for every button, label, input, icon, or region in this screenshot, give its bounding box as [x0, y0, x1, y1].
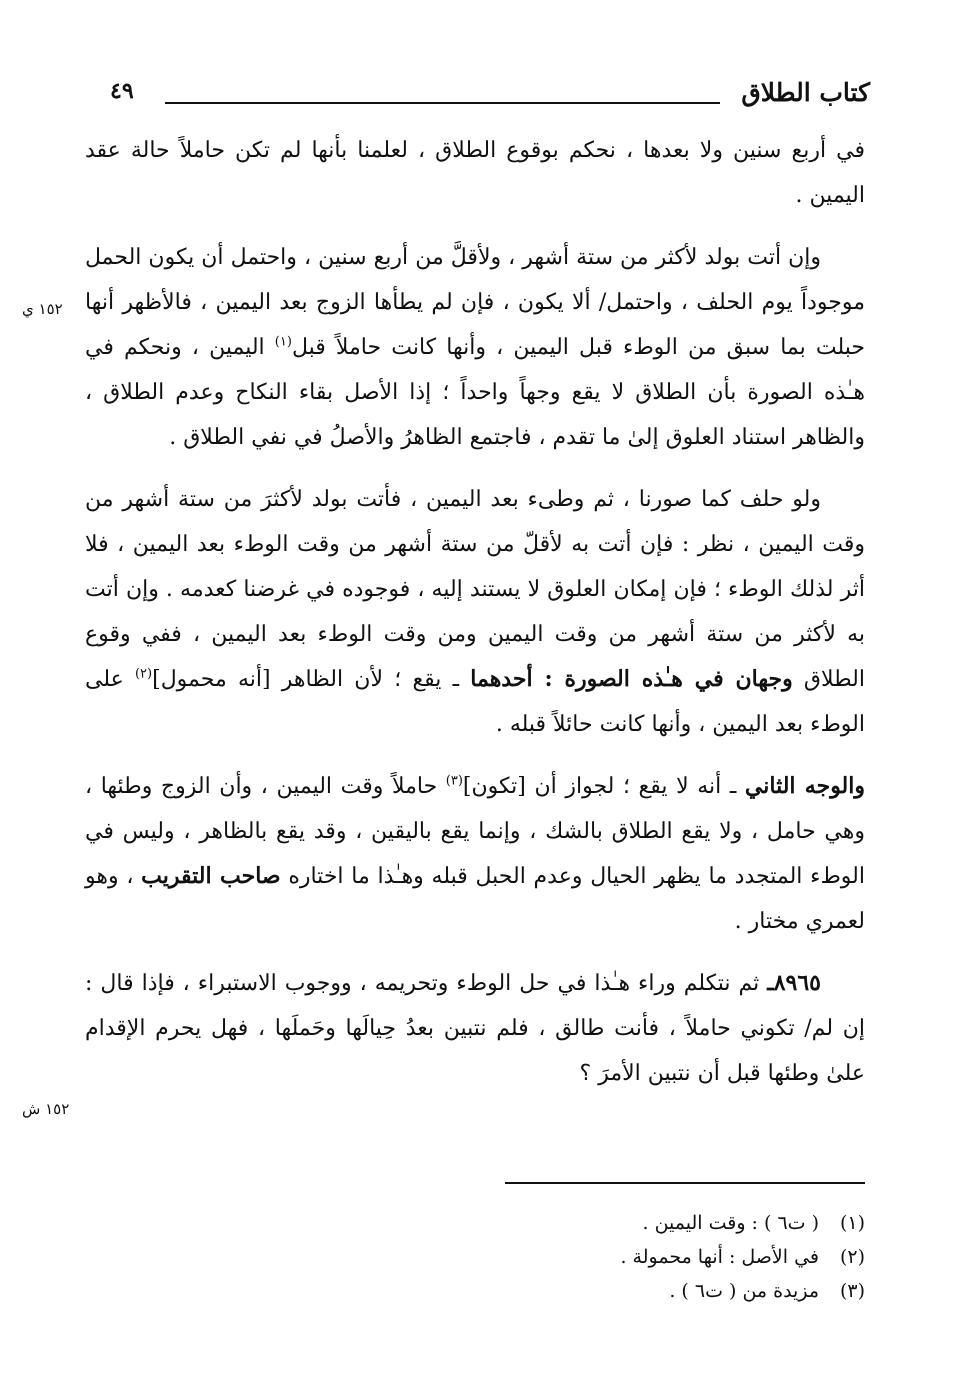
paragraph-2-text-b: اليمين ، ونحكم في هـٰذه الصورة بأن الطلاق لا يقع وجهاً واحداً ؛ إذا الأصل بقاء النكاح وعدم الطلاق ، والظاهر استناد العلوق إلىٰ ما تقدم ، فاجتمع الظاهرُ والأصلُ في نفي الطلاق .: [85, 335, 865, 450]
margin-note-folio-2: ١٥٢ ش: [22, 1100, 70, 1118]
page-number: ٤٩: [110, 78, 134, 104]
footnote-ref-2[interactable]: (٢): [134, 666, 153, 682]
footnote-text: في الأصل : أنها محمولة .: [620, 1246, 819, 1268]
footnote-number: (١): [839, 1212, 865, 1234]
paragraph-1-text: في أربع سنين ولا بعدها ، نحكم بوقوع الطلاق ، لعلمنا بأنها لم تكن حاملاً حالة عقد اليمين .: [85, 138, 865, 208]
paragraph-4-bold-lead: والوجه الثاني: [744, 773, 866, 799]
paragraph-4-text-b: حاملاً وقت اليمين ، وأن الزوج وطئها ، وهي حامل ، ولا يقع الطلاق بالشك ، وإنما يقع باليقين ، وقد يقع بالظاهر ، وليس في الوطء المتجدد ما يظهر الحيال وعدم الحبل قبله وهـٰذا ما اختاره: [85, 774, 865, 889]
paragraph-4-text-a: ـ أنه لا يقع ؛ لجواز أن [تكون]: [462, 774, 745, 799]
footnote-1: [265, 1206, 865, 1240]
footnote-text: مزيدة من ( ت٦ ) .: [669, 1280, 819, 1302]
footnote-3: [265, 1274, 865, 1308]
footnote-ref-3[interactable]: (٣): [445, 773, 463, 789]
footnote-2: [265, 1240, 865, 1274]
main-text: [85, 128, 865, 1113]
paragraph-4: [85, 764, 865, 944]
paragraph-1: [85, 128, 865, 218]
paragraph-5: [85, 961, 865, 1096]
footnotes: [265, 1206, 865, 1308]
footnote-ref-1[interactable]: (١): [274, 334, 292, 350]
paragraph-3-bold: وجهان في هـٰذه الصورة : أحدهما: [470, 666, 793, 692]
margin-note-folio-1: ١٥٢ ي: [22, 300, 63, 318]
paragraph-3-text-c: ـ يقع ؛ لأن الظاهر [أنه محمول]: [152, 667, 471, 692]
paragraph-3-text-d: على الوطء بعد اليمين ، وأنها كانت حائلاً قبله .: [85, 667, 865, 737]
paragraph-2-text-a: وإن أتت بولد لأكثر من ستة أشهر ، ولأقلَّ من أربع سنين ، واحتمل أن يكون الحمل موجوداً يوم الحلف ، واحتمل/ ألا يكون ، فإن لم يطأها الزوج بعد اليمين ، فالأظهر أنها حبلت بما سبق من الوطء قبل اليمين ، وأنها كانت حاملاً قبل: [85, 245, 866, 360]
footnote-number: (٢): [839, 1246, 865, 1268]
footnote-number: (٣): [839, 1280, 865, 1302]
paragraph-4-bold-ref: صاحب التقريب: [141, 863, 281, 889]
paragraph-5-text: ثم نتكلم وراء هـٰذا في حل الوطء وتحريمه ، ووجوب الاستبراء ، فإذا قال : إن لم/ تكوني حاملاً ، فأنت طالق ، فلم نتبين بعدُ حِيالَها وحَملَها ، فهل يحرم الإقدام علىٰ وطئها قبل أن نتبين الأمرَ ؟: [85, 971, 865, 1086]
footnote-text: ( ت٦ ) : وقت اليمين .: [642, 1212, 819, 1234]
paragraph-4-text-c: ، وهو لعمري مختار .: [85, 864, 865, 934]
section-number: ٨٩٦٥ـ: [767, 970, 821, 996]
chapter-title: كتاب الطلاق: [741, 78, 870, 107]
footnote-rule: [505, 1182, 865, 1184]
running-header: [110, 78, 870, 118]
paragraph-2: [85, 235, 865, 460]
paragraph-3-text-a: ولو حلف كما صورنا ، ثم وطىء بعد اليمين ، فأتت بولد لأكثرَ من ستة أشهر من وقت اليمين ، نظر : فإن أتت به لأقلّ من ستة أشهر من وقت الوطء بعد اليمين ، فلا أثر لذلك الوطء ؛ فإن إمكان العلوق لا يستند إليه ، فوجوده في غرضنا كعدمه . وإن أتت به لأكثر من ستة أشهر من وقت اليمين ومن وقت الوطء بعد اليمين ، ففي وقوع الطلاق: [85, 487, 865, 692]
header-rule: [165, 102, 720, 104]
paragraph-3: [85, 477, 865, 747]
